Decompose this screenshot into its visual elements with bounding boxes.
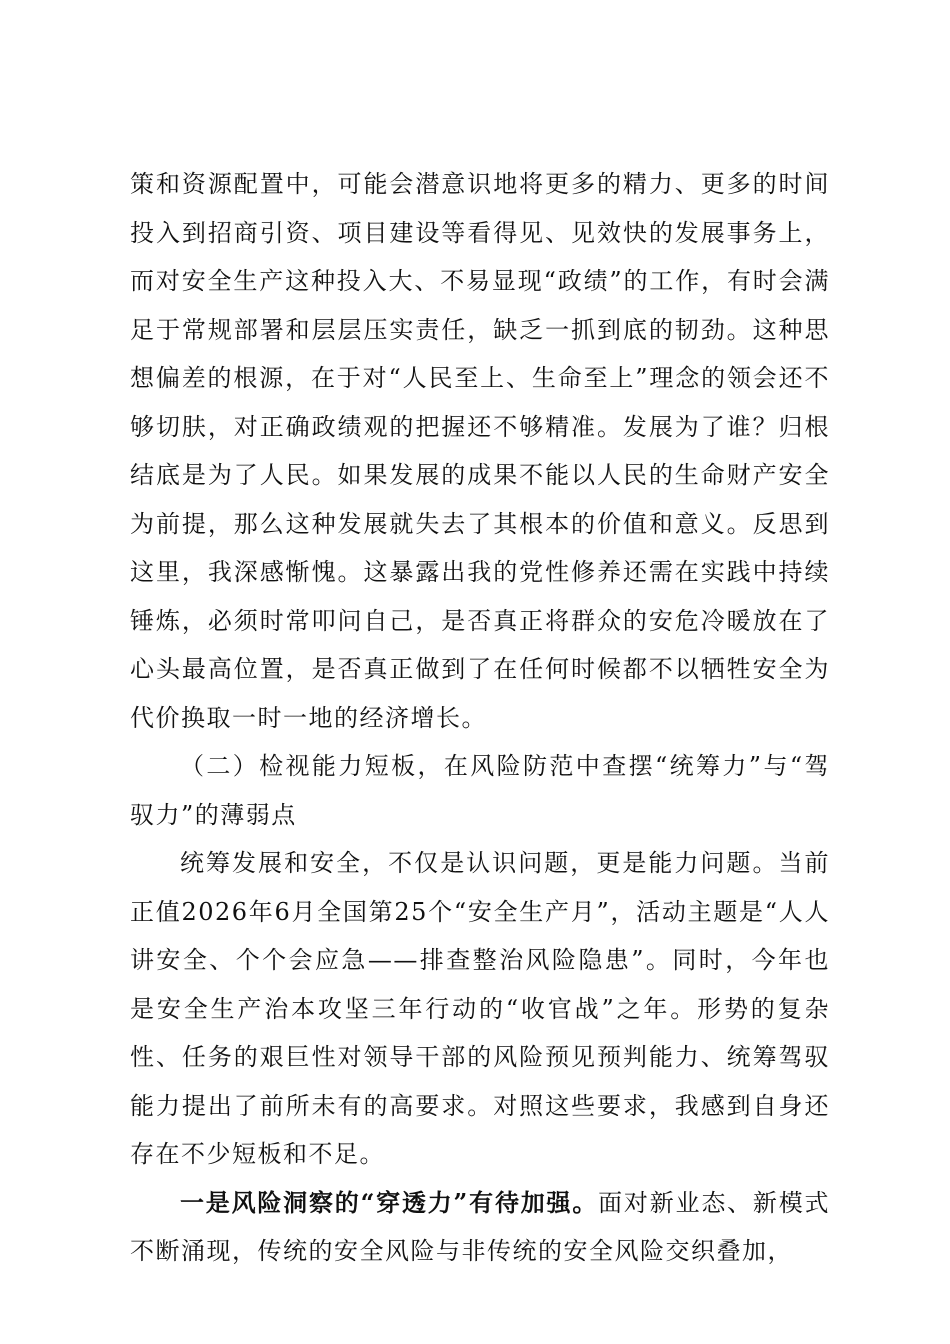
section-heading-ability-shortfalls: （二）检视能力短板，在风险防范中查摆“统筹力”与“驾驭力”的薄弱点 — [130, 752, 830, 829]
paragraph-safety-month: 统筹发展和安全，不仅是认识问题，更是能力问题。当前正值2026年6月全国第25个“安全生产月”，活动主题是“人人讲安全、个个会应急——排查整治风险隐患”。同时，今年也是安全生产治本攻坚三年行动的“收官战”之年。形势的复杂性、任务的艰巨性对领导干部的风险预见预判能力、统筹驾驭能力提出了前所未有的高要求。对照这些要求，我感到自身还存在不少短板和不足。 — [130, 849, 830, 1168]
paragraph-risk-insight — [130, 1179, 830, 1276]
point-one-lead: 一是风险洞察的“穿透力”有待加强。 — [180, 1187, 599, 1217]
point-one-text: 面对新业态、新模式不断涌现，传统的安全风险与非传统的安全风险交织叠加， — [130, 1188, 831, 1265]
paragraph-policy-reflection: 策和资源配置中，可能会潜意识地将更多的精力、更多的时间投入到招商引资、项目建设等看得见、见效快的发展事务上，而对安全生产这种投入大、不易显现“政绩”的工作，有时会满足于常规部署和层层压实责任，缺乏一抓到底的韧劲。这种思想偏差的根源，在于对“人民至上、生命至上”理念的领会还不够切肤，对正确政绩观的把握还不够精准。发展为了谁？归根结底是为了人民。如果发展的成果不能以人民的生命财产安全为前提，那么这种发展就失去了其根本的价值和意义。反思到这里，我深感惭愧。这暴露出我的党性修养还需在实践中持续锤炼，必须时常叩问自己，是否真正将群众的安危冷暖放在了心头最高位置，是否真正做到了在任何时候都不以牺牲安全为代价换取一时一地的经济增长。 — [130, 170, 830, 732]
document-body — [130, 160, 830, 1276]
